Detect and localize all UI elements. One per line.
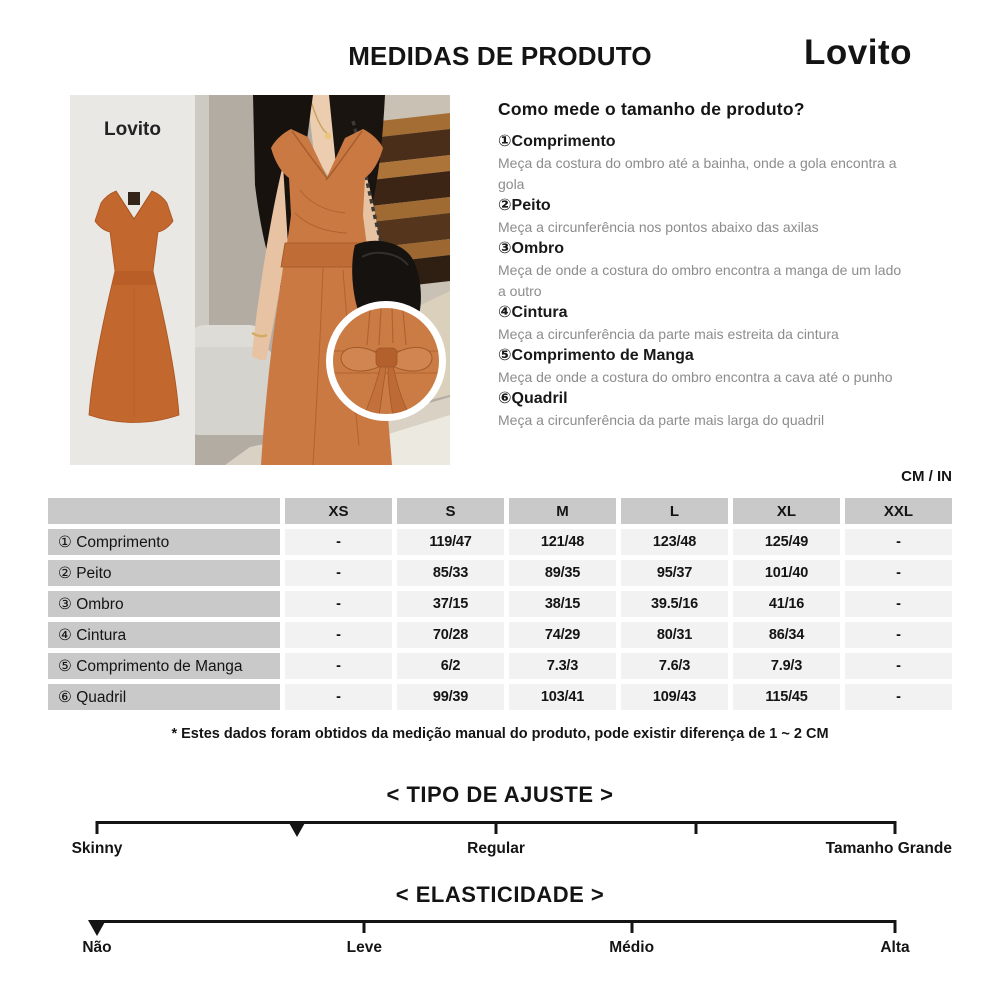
measurement-value: -: [845, 622, 952, 648]
product-flatlay-card: [70, 95, 195, 465]
size-table-corner-cell: [48, 498, 280, 524]
measurement-value: 101/40: [733, 560, 840, 586]
product-model-photo: [195, 95, 450, 465]
size-column-header: M: [509, 498, 616, 524]
size-column-header: XXL: [845, 498, 952, 524]
scale-tick: [495, 821, 498, 834]
measurement-value: 7.3/3: [509, 653, 616, 679]
measurement-value: 123/48: [621, 529, 728, 555]
measurement-value: 74/29: [509, 622, 616, 648]
measurement-footnote: * Estes dados foram obtidos da medição manual do produto, pode existir diferença de 1 ~ 2 CM: [171, 726, 829, 742]
scale-label: Leve: [346, 939, 382, 956]
measurement-label: ④ Cintura: [48, 622, 280, 648]
scale-label: Médio: [609, 939, 655, 956]
guide-item-title: ④Cintura: [498, 304, 568, 321]
measurement-label: ③ Ombro: [48, 591, 280, 617]
measurement-value: -: [845, 684, 952, 710]
fit-scale-track: [97, 821, 895, 824]
measurement-label: ② Peito: [48, 560, 280, 586]
size-table-row: [48, 560, 952, 586]
measurement-value: -: [285, 560, 392, 586]
measurement-value: 39.5/16: [621, 591, 728, 617]
page-title: MEDIDAS DE PRODUTO: [348, 41, 652, 71]
measurement-value: -: [845, 591, 952, 617]
guide-item: [498, 345, 910, 388]
measurement-value: 121/48: [509, 529, 616, 555]
fit-scale-title: < TIPO DE AJUSTE >: [386, 782, 614, 807]
size-table-row: [48, 529, 952, 555]
measurement-label: ① Comprimento: [48, 529, 280, 555]
scale-label: Regular: [467, 840, 525, 857]
scale-label: Não: [82, 939, 112, 956]
measurement-value: 37/15: [397, 591, 504, 617]
measurement-value: -: [285, 684, 392, 710]
measurement-label: ⑤ Comprimento de Manga: [48, 653, 280, 679]
measurement-value: 80/31: [621, 622, 728, 648]
measurement-value: -: [845, 529, 952, 555]
size-table-header-row: [48, 498, 952, 524]
scale-tick: [363, 920, 366, 933]
scale-tick: [694, 821, 697, 834]
unit-label: CM / IN: [901, 468, 952, 485]
scale-label: Skinny: [71, 840, 123, 857]
guide-item-description: Meça a circunferência nos pontos abaixo das axilas: [498, 219, 819, 235]
guide-item: [498, 238, 910, 302]
measurement-value: -: [285, 653, 392, 679]
measure-guide: [498, 99, 910, 431]
waist-band: [112, 271, 156, 285]
guide-item-title: ①Comprimento: [498, 133, 616, 150]
size-table: [43, 493, 957, 715]
elasticity-scale-title: < ELASTICIDADE >: [395, 882, 605, 907]
scale-label: Alta: [880, 939, 910, 956]
measurement-value: 119/47: [397, 529, 504, 555]
measurement-value: 125/49: [733, 529, 840, 555]
measurement-value: -: [845, 653, 952, 679]
size-column-header: XL: [733, 498, 840, 524]
guide-item-title: ②Peito: [498, 197, 551, 214]
pendant: [325, 133, 332, 140]
model-photo-scene: [195, 95, 450, 465]
guide-item: [498, 388, 910, 431]
measurement-value: -: [845, 560, 952, 586]
measurement-value: -: [285, 529, 392, 555]
scale-label: Tamanho Grande: [825, 840, 952, 857]
measurement-label: ⑥ Quadril: [48, 684, 280, 710]
couch: [195, 347, 273, 435]
collar-tag: [128, 192, 140, 205]
measurement-value: -: [285, 622, 392, 648]
guide-item: [498, 195, 910, 238]
measurement-value: 41/16: [733, 591, 840, 617]
guide-item: [498, 302, 910, 345]
measurement-value: 6/2: [397, 653, 504, 679]
brand-logo: Lovito: [804, 33, 912, 72]
guide-item-description: Meça a circunferência da parte mais larga do quadril: [498, 412, 825, 428]
measurement-value: 103/41: [509, 684, 616, 710]
elasticity-scale-labels: [82, 939, 910, 961]
measurement-value: 89/35: [509, 560, 616, 586]
size-table-row: [48, 653, 952, 679]
detail-inset-circle: [326, 301, 446, 421]
elasticity-scale-track: [97, 920, 895, 923]
guide-item-title: ③Ombro: [498, 240, 564, 257]
fit-scale-labels: [71, 840, 952, 862]
measurement-value: 85/33: [397, 560, 504, 586]
card-brand-logo: Lovito: [104, 119, 161, 140]
scale-tick: [96, 821, 99, 834]
guide-heading: Como mede o tamanho de produto?: [498, 99, 805, 119]
guide-item-title: ⑤Comprimento de Manga: [498, 347, 694, 364]
size-table-row: [48, 684, 952, 710]
guide-item-description: Meça de onde a costura do ombro encontra a manga de um lado a outro: [498, 262, 902, 299]
size-table-row: [48, 622, 952, 648]
guide-item-description: Meça da costura do ombro até a bainha, onde a gola encontra a gola: [498, 155, 897, 192]
guide-items: [498, 131, 910, 431]
scale-tick: [894, 821, 897, 834]
measurement-value: 95/37: [621, 560, 728, 586]
measurement-value: 7.9/3: [733, 653, 840, 679]
measurement-value: 99/39: [397, 684, 504, 710]
measurement-value: 115/45: [733, 684, 840, 710]
size-column-header: XS: [285, 498, 392, 524]
scale-marker-triangle: [288, 821, 306, 837]
measurement-value: 86/34: [733, 622, 840, 648]
guide-item-description: Meça a circunferência da parte mais estreita da cintura: [498, 326, 839, 342]
measurement-value: -: [285, 591, 392, 617]
size-table-row: [48, 591, 952, 617]
scale-marker-triangle: [88, 920, 106, 936]
size-column-header: L: [621, 498, 728, 524]
scale-tick: [894, 920, 897, 933]
measurement-value: 70/28: [397, 622, 504, 648]
measurement-value: 7.6/3: [621, 653, 728, 679]
dress-flatlay-illustration: [70, 167, 195, 435]
size-column-header: S: [397, 498, 504, 524]
guide-item: [498, 131, 910, 195]
measurement-value: 38/15: [509, 591, 616, 617]
scale-tick: [630, 920, 633, 933]
guide-item-title: ⑥Quadril: [498, 390, 568, 407]
measurement-value: 109/43: [621, 684, 728, 710]
guide-item-description: Meça de onde a costura do ombro encontra a cava até o punho: [498, 369, 893, 385]
